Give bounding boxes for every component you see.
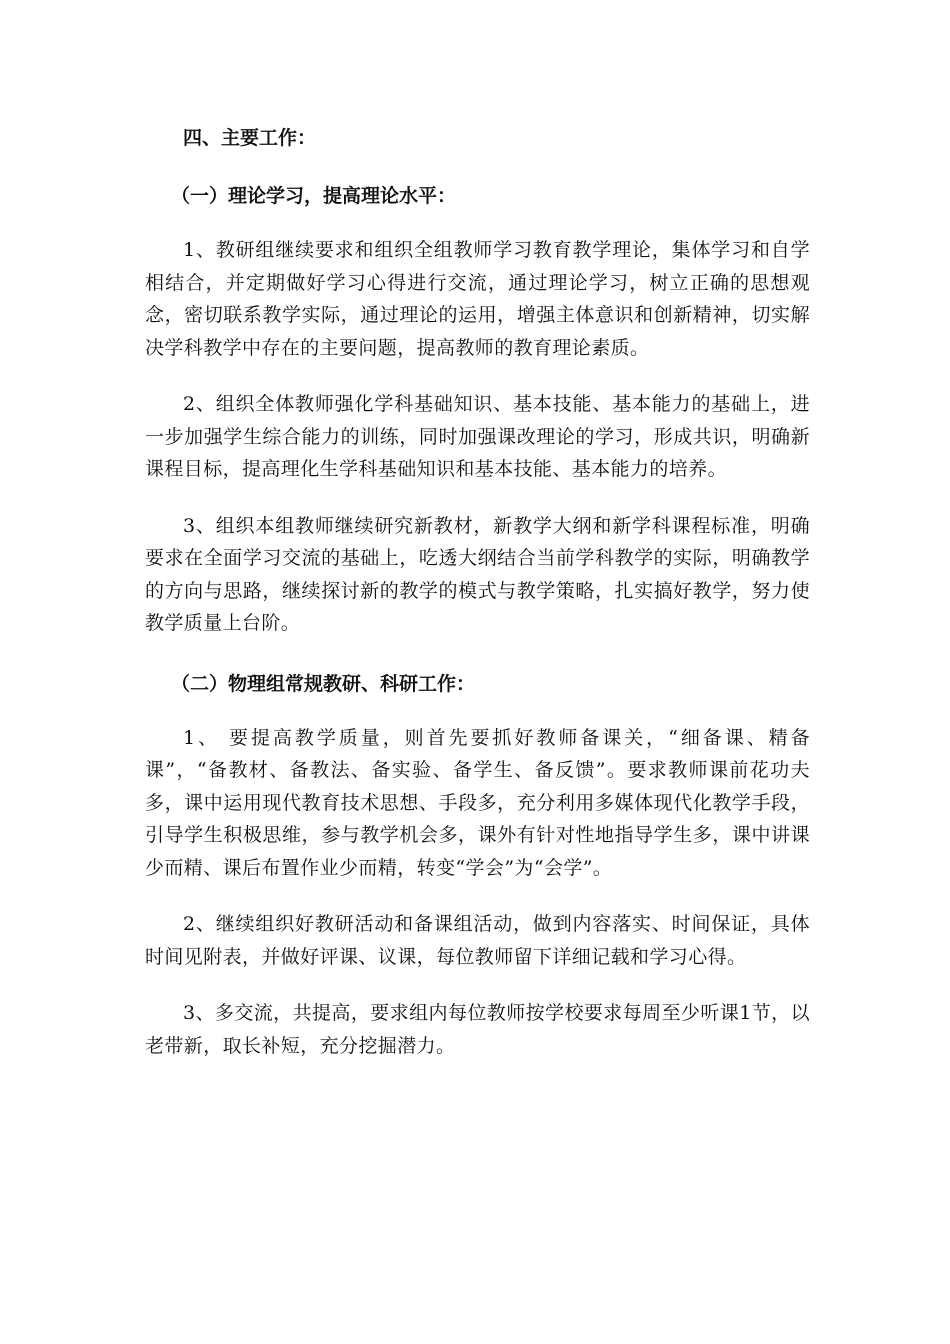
paragraph-theory-1: 1、教研组继续要求和组织全组教师学习教育教学理论，集体学习和自学相结合，并定期做好学习心得进行交流，通过理论学习，树立正确的思想观念，密切联系教学实际，通过理论的运用，增强主体意识和创新精神，切实解决学科教学中存在的主要问题，提高教师的教育理论素质。 [145,239,810,359]
subsection-heading-research: （二）物理组常规教研、科研工作： [171,672,476,695]
paragraph-research-1: 1、 要提高教学质量，则首先要抓好教师备课关，“细备课、精备课”，“备教材、备教法、备实验、备学生、备反馈”。要求教师课前花功夫多，课中运用现代教育技术思想、手段多，充分利用多媒体现代化教学手段，引导学生积极思维，参与教学机会多，课外有针对性地指导学生多，课中讲课少而精、课后布置作业少而精，转变“学会”为“会学”。 [145,726,810,879]
paragraph-theory-3: 3、组织本组教师继续研究新教材，新教学大纲和新学科课程标准，明确要求在全面学习交流的基础上，吃透大纲结合当前学科教学的实际，明确教学的方向与思路，继续探讨新的教学的模式与教学策略，扎实搞好教学，努力使教学质量上台阶。 [145,514,810,634]
subsection-heading-theory: （一）理论学习，提高理论水平： [171,185,457,207]
paragraph-research-3: 3、多交流，共提高，要求组内每位教师按学校要求每周至少听课1节，以老带新，取长补短，充分挖掘潜力。 [145,1002,810,1057]
document-page [145,118,810,1062]
section-heading: 四、主要工作： [183,127,317,149]
paragraph-theory-2: 2、组织全体教师强化学科基础知识、基本技能、基本能力的基础上，进一步加强学生综合能力的训练，同时加强课改理论的学习，形成共识，明确新课程目标，提高理化生学科基础知识和基本技能、基本能力的培养。 [145,393,810,480]
paragraph-research-2: 2、继续组织好教研活动和备课组活动，做到内容落实、时间保证，具体时间见附表，并做好评课、议课，每位教师留下详细记载和学习心得。 [145,913,810,968]
